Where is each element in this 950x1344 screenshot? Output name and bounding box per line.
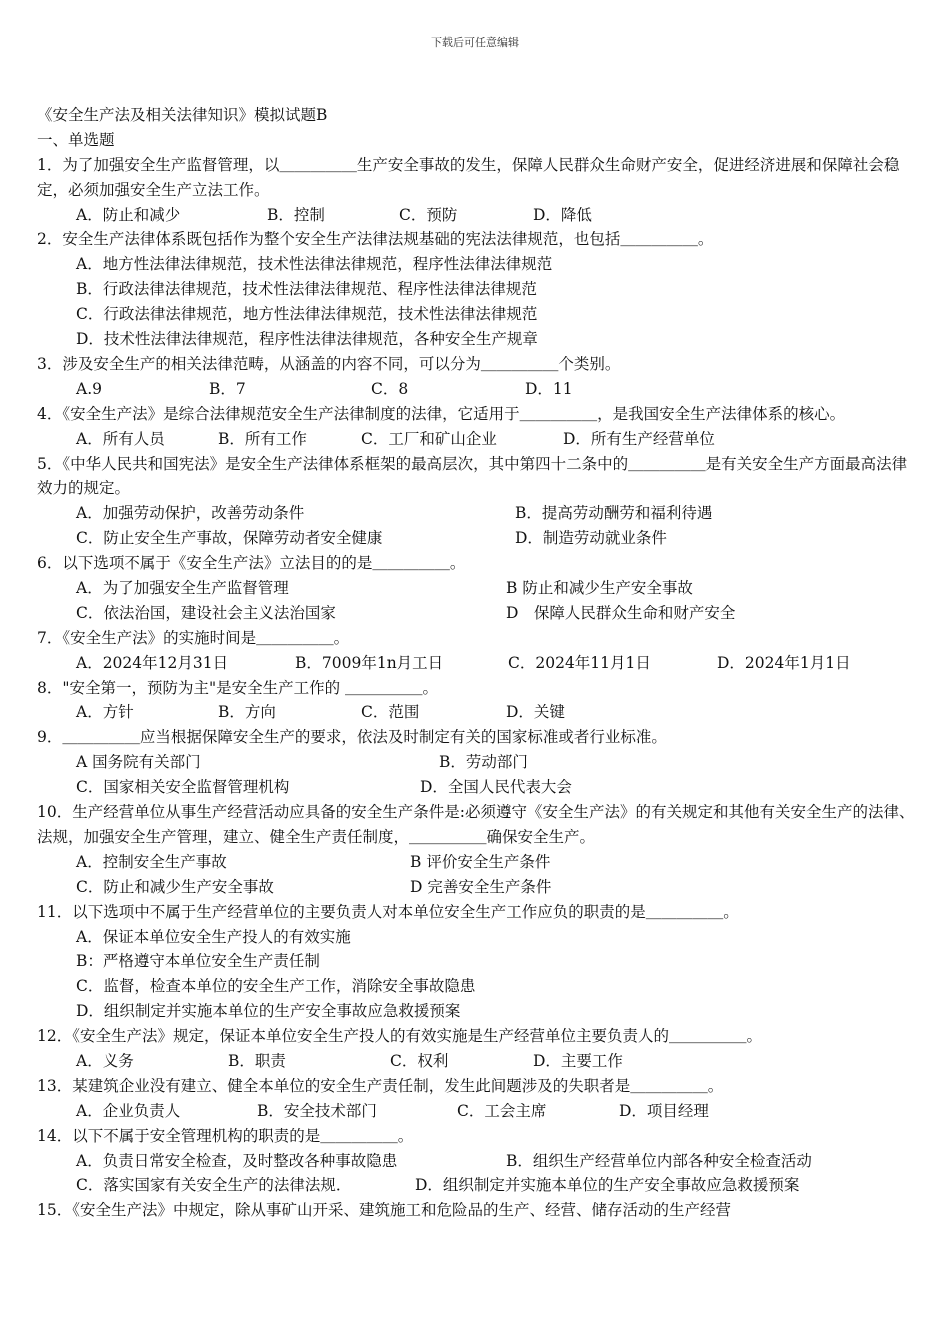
option-d: D．降低 [533, 205, 592, 224]
question-4: 4．《安全生产法》是综合法律规范安全生产法律制度的法律，它适用于＿＿＿＿＿，是我国安全生产法律体系的核心。 [37, 404, 846, 423]
question-9-options-row2 [37, 775, 915, 800]
page-header-note: 下载后可任意编辑 [431, 36, 519, 49]
question-6-options-row2 [37, 601, 915, 626]
question-9: 9．＿＿＿＿＿应当根据保障安全生产的要求，依法及时制定有关的国家标准或者行业标准。 [37, 728, 667, 747]
question-2: 2．安全生产法律体系既包括作为整个安全生产法律法规基础的宪法法律规范，也包括＿＿＿＿＿。 [37, 230, 714, 249]
question-9-options-row1 [37, 750, 915, 775]
section-heading: 一、单选题 [37, 130, 115, 149]
option-b: B 评价安全生产条件 [410, 852, 551, 871]
question-4-options [37, 427, 915, 452]
question-6-options-row1 [37, 576, 915, 601]
exam-document [37, 103, 915, 1223]
option-b: B：严格遵守本单位安全生产责任制 [76, 952, 320, 971]
option-b: B．职责 [228, 1051, 286, 1070]
question-3-options [37, 377, 915, 402]
question-13: 13．某建筑企业没有建立、健全本单位的安全生产责任制，发生此间题涉及的失职者是＿＿＿＿＿。 [37, 1076, 724, 1095]
question-7: 7．《安全生产法》的实施时间是＿＿＿＿＿。 [37, 628, 350, 647]
option-d: D．项目经理 [619, 1101, 709, 1120]
option-a: A．防止和减少 [76, 205, 181, 224]
option-d: D．制造劳动就业条件 [515, 529, 667, 548]
option-c: C．8 [371, 379, 409, 398]
question-10-options-row2 [37, 875, 915, 900]
question-5-options-row2 [37, 526, 915, 551]
option-d: D．组织制定并实施本单位的生产安全事故应急救援预案 [76, 1002, 461, 1021]
question-14-options-row1 [37, 1149, 915, 1174]
question-1: 1．为了加强安全生产监督管理，以＿＿＿＿＿生产安全事故的发生，保障人民群众生命财产安全，促进经济进展和保障社会稳定，必须加强安全生产立法工作。 [37, 155, 900, 199]
option-d: D．11 [525, 379, 573, 398]
option-d: D．2024年1月1日 [717, 653, 851, 672]
option-a: A．地方性法律法律规范，技术性法律法律规范，程序性法律法律规范 [76, 255, 553, 274]
option-b: B．劳动部门 [439, 753, 528, 772]
option-a: A 国务院有关部门 [76, 753, 201, 772]
option-c: C．2024年11月1日 [508, 653, 651, 672]
option-b: B．提高劳动酬劳和福利待遇 [515, 504, 713, 523]
option-a: A．义务 [76, 1051, 134, 1070]
question-3: 3．涉及安全生产的相关法律范畴，从涵盖的内容不同，可以分为＿＿＿＿＿个类别。 [37, 354, 621, 373]
option-d: D．所有生产经营单位 [563, 429, 715, 448]
option-a: A．负责日常安全检查，及时整改各种事故隐患 [76, 1151, 398, 1170]
option-b: B．7 [209, 379, 246, 398]
option-c: C．依法治国，建设社会主义法治国家 [76, 603, 336, 622]
option-c: C．工厂和矿山企业 [361, 429, 497, 448]
option-c: C．防止安全生产事故，保障劳动者安全健康 [76, 529, 383, 548]
option-d: D．全国人民代表大会 [420, 778, 572, 797]
option-a: A．方针 [76, 703, 134, 722]
question-13-options [37, 1099, 915, 1124]
question-6: 6．以下选项不属于《安全生产法》立法目的的是＿＿＿＿＿。 [37, 554, 466, 573]
option-b: B 防止和减少生产安全事故 [506, 579, 693, 597]
option-b: B．组织生产经营单位内部各种安全检查活动 [506, 1151, 812, 1170]
option-a: A．2024年12月31日 [76, 653, 229, 672]
option-a: A.9 [76, 379, 102, 398]
question-10-options-row1 [37, 850, 915, 875]
option-c: C．防止和减少生产安全事故 [76, 877, 274, 896]
option-a: A．企业负责人 [76, 1101, 181, 1120]
question-15: 15．《安全生产法》中规定，除从事矿山开采、建筑施工和危险品的生产、经营、储存活动的生产经营 [37, 1201, 731, 1220]
question-10: 10．生产经营单位从事生产经营活动应具备的安全生产条件是:必须遵守《安全生产法》的有关规定和其他有关安全生产的法律、法规，加强安全生产管理，建立、健全生产责任制度，＿＿＿＿＿确保安全生产。 [37, 803, 915, 846]
option-c: C．工会主席 [457, 1101, 547, 1120]
question-8-options [37, 700, 915, 725]
option-a: A．控制安全生产事故 [76, 852, 227, 871]
option-a: A．保证本单位安全生产投人的有效实施 [76, 927, 351, 946]
option-d: D 完善安全生产条件 [410, 877, 552, 896]
option-c: C．监督，检查本单位的安全生产工作，消除安全事故隐患 [76, 977, 476, 996]
question-8: 8．"安全第一，预防为主"是安全生产工作的 ＿＿＿＿＿。 [37, 678, 439, 697]
option-d: D．主要工作 [533, 1051, 623, 1070]
exam-title: 《安全生产法及相关法律知识》模拟试题B [37, 106, 328, 124]
question-1-options [37, 203, 915, 228]
option-b: B．方向 [218, 703, 276, 722]
question-12-options [37, 1049, 915, 1074]
option-c: C．落实国家有关安全生产的法律法规． [76, 1176, 352, 1195]
question-14-options-row2 [37, 1173, 915, 1198]
option-d: D．技术性法律法律规范，程序性法律法律规范，各种安全生产规章 [76, 330, 538, 349]
option-c: C．范围 [361, 703, 420, 722]
option-a: A．为了加强安全生产监督管理 [76, 579, 289, 597]
question-7-options [37, 651, 915, 676]
option-b: B．安全技术部门 [257, 1101, 377, 1120]
option-b: B．控制 [267, 205, 325, 224]
question-5-options-row1 [37, 501, 915, 526]
option-a: A．加强劳动保护，改善劳动条件 [76, 504, 305, 523]
option-d: D．组织制定并实施本单位的生产安全事故应急救援预案 [415, 1176, 800, 1195]
question-5: 5．《中华人民共和国宪法》是安全生产法律体系框架的最高层次，其中第四十二条中的＿＿＿＿＿是有关安全生产方面最高法律效力的规定。 [37, 454, 908, 498]
option-b: B．7009年1n月工日 [295, 653, 444, 672]
option-c: C．国家相关安全监督管理机构 [76, 778, 290, 797]
option-c: C．预防 [399, 205, 458, 224]
option-d: D．关键 [506, 703, 565, 722]
question-12: 12．《安全生产法》规定，保证本单位安全生产投人的有效实施是生产经营单位主要负责人的＿＿＿＿＿。 [37, 1027, 762, 1046]
option-c: C．权利 [390, 1051, 449, 1070]
question-14: 14．以下不属于安全管理机构的职责的是＿＿＿＿＿。 [37, 1126, 414, 1145]
option-b: B．行政法律法律规范，技术性法律法律规范、程序性法律法律规范 [76, 280, 537, 299]
option-a: A．所有人员 [76, 429, 165, 448]
option-d: D 保障人民群众生命和财产安全 [506, 603, 736, 622]
option-b: B．所有工作 [218, 429, 307, 448]
question-11: 11．以下选项中不属于生产经营单位的主要负责人对本单位安全生产工作应负的职责的是＿＿＿＿＿。 [37, 902, 739, 921]
option-c: C．行政法律法律规范，地方性法律法律规范，技术性法律法律规范 [76, 305, 538, 324]
